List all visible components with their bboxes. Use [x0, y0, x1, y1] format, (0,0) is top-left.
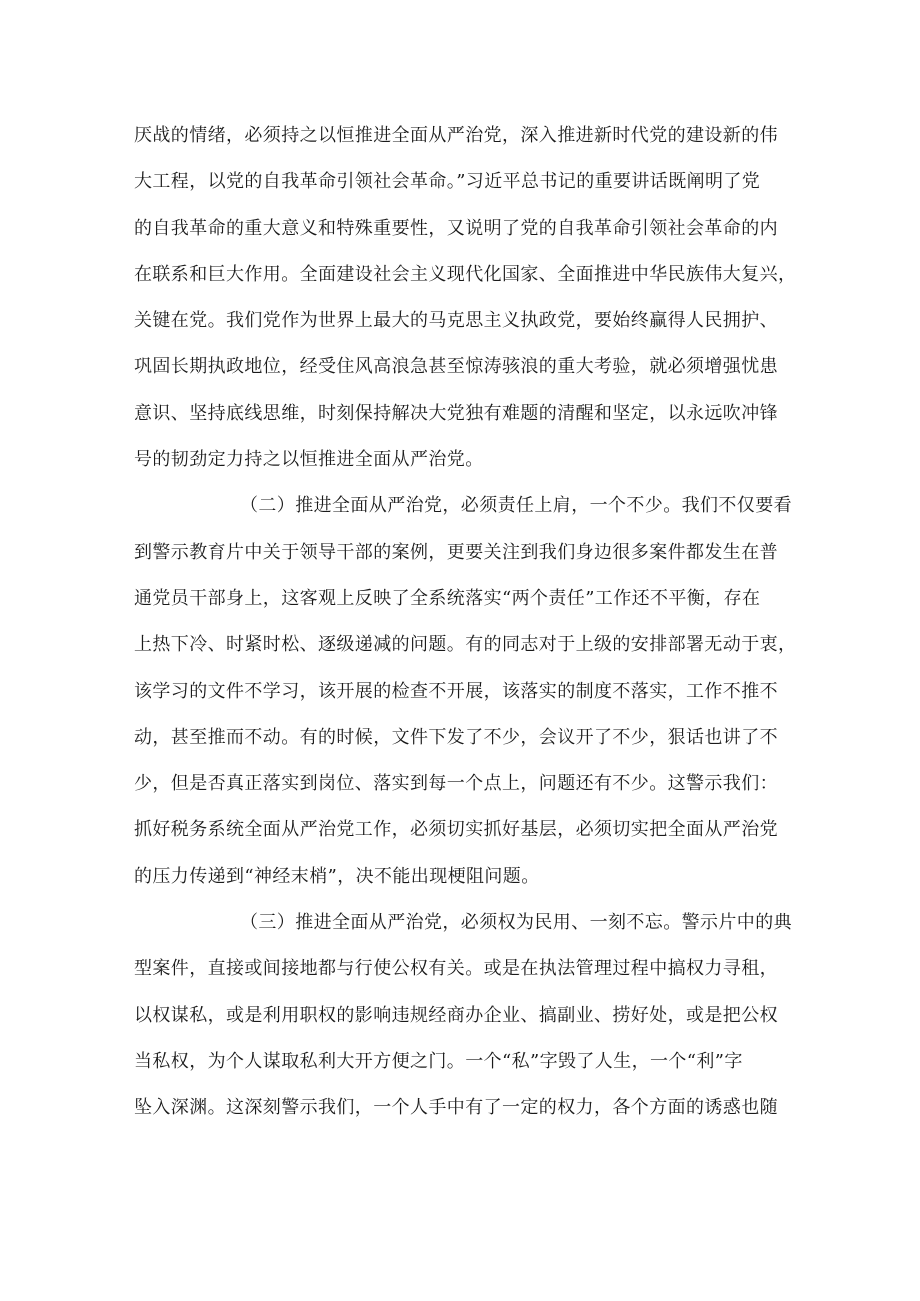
text-line: 上热下冷、时紧时松、逐级递减的问题。有的同志对于上级的安排部署无动于衷，	[134, 634, 797, 656]
paragraph-1	[134, 113, 798, 483]
text-line: 少，但是否真正落实到岗位、落实到每一个点上，问题还有不少。这警示我们：	[134, 773, 778, 795]
text-line: 意识、坚持底线思维，时刻保持解决大党独有难题的清醒和坚定，以永远吹冲锋	[134, 402, 778, 424]
section-heading-line: （三）推进全面从严治党，必须权为民用、一刻不忘。警示片中的典	[240, 912, 792, 934]
text-line: 的自我革命的重大意义和特殊重要性，又说明了党的自我革命引领社会革命的内	[134, 217, 778, 239]
text-line: 在联系和巨大作用。全面建设社会主义现代化国家、全面推进中华民族伟大复兴，	[134, 263, 797, 285]
paragraph-2	[134, 483, 798, 900]
text-line: 坠入深渊。这深刻警示我们，一个人手中有了一定的权力，各个方面的诱惑也随	[134, 1097, 778, 1119]
text-line: 号的韧劲定力持之以恒推进全面从严治党。	[134, 449, 484, 471]
text-line: 关键在党。我们党作为世界上最大的马克思主义执政党，要始终赢得人民拥护、	[134, 310, 778, 332]
section-heading-line: （二）推进全面从严治党，必须责任上肩，一个不少。我们不仅要看	[240, 495, 792, 517]
document-body	[134, 113, 798, 1132]
text-line: 巩固长期执政地位，经受住风高浪急甚至惊涛骇浪的重大考验，就必须增强忧患	[134, 356, 778, 378]
text-line: 型案件，直接或间接地都与行使公权有关。或是在执法管理过程中搞权力寻租，	[134, 958, 778, 980]
text-line: 抓好税务系统全面从严治党工作，必须切实抓好基层，必须切实把全面从严治党	[134, 819, 778, 841]
text-line: 到警示教育片中关于领导干部的案例，更要关注到我们身边很多案件都发生在普	[134, 541, 778, 563]
text-line: 大工程，以党的自我革命引领社会革命。”习近平总书记的重要讲话既阐明了党	[134, 171, 761, 193]
text-line: 厌战的情绪，必须持之以恒推进全面从严治党，深入推进新时代党的建设新的伟	[134, 125, 778, 146]
paragraph-3	[134, 900, 798, 1131]
text-line: 通党员干部身上，这客观上反映了全系统落实“两个责任”工作还不平衡，存在	[134, 587, 761, 609]
text-line: 动，甚至推而不动。有的时候，文件下发了不少，会议开了不少，狠话也讲了不	[134, 726, 778, 748]
text-line: 该学习的文件不学习，该开展的检查不开展，该落实的制度不落实，工作不推不	[134, 680, 778, 702]
text-line: 当私权，为个人谋取私利大开方便之门。一个“私”字毁了人生，一个“利”字	[134, 1050, 743, 1072]
text-line: 的压力传递到“神经末梢”，决不能出现梗阻问题。	[134, 865, 540, 887]
text-line: 以权谋私，或是利用职权的影响违规经商办企业、搞副业、捞好处，或是把公权	[134, 1004, 778, 1026]
